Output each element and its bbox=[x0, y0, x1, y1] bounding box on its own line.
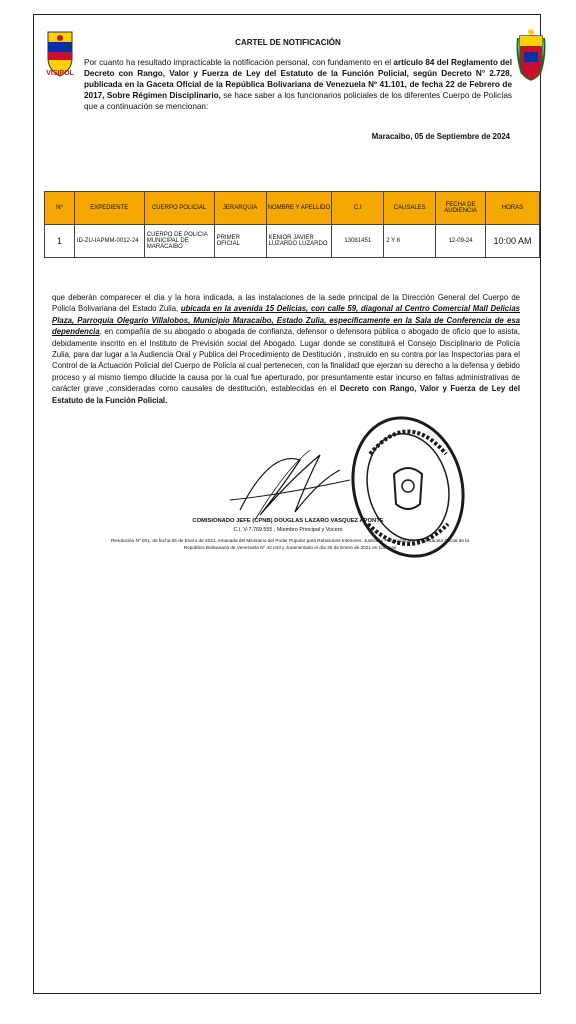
cell-expediente: ID-ZU-IAPMM-0012-24 bbox=[74, 225, 144, 258]
notice-date: Maracaibo, 05 de Septiembre de 2024 bbox=[371, 132, 510, 141]
signatory-id: C.I. V-7.769.555 , Miembro Principal y Vocero bbox=[233, 527, 343, 533]
page-title: CARTEL DE NOTIFICACIÓN bbox=[235, 38, 341, 47]
cell-cuerpo-policial: CUERPO DE POLICIA MUNICIPAL DE MARACAIBO bbox=[144, 225, 214, 258]
intro-paragraph: Por cuanto ha resultado impracticable la notificación personal, con fundamento en el artículo 84 del Reglamento del Decreto con Rango, Valor y Fuerza de Ley del Estatuto de la Función Policial, según Decreto N° 2.728, publicada en la Gaceta Oficial de la República Bolivariana de Venezuela Nº 41.101, de fecha 22 de Febrero de 2017, Sobre Régimen Disciplinario, se hace saber a los funcionarios policiales de los diferentes Cuerpo de Policías que a continuación se mencionan: bbox=[84, 58, 512, 111]
col-header: CUERPO POLICIAL bbox=[144, 192, 214, 225]
table-header-row bbox=[45, 192, 540, 225]
handwritten-signature bbox=[200, 440, 360, 530]
body-paragraph: que deberán comparecer el día y la hora indicada, a las instalaciones de la sede principal de la Dirección General del Cuerpo de Policía Bolivariana del Estado Zulia, ubicada en la avenida 15 Delicias, con calle 59, diagonal al Centro Comercial Mall Delicias Plaza, Parroquia Olegario Villalobos, Municipio Maracaibo, Estado Zulia, específicamente en la Sala de Conferencia de esa dependencia, en compañía de su abogado o abogada de confianza, defensor o defensora pública o abogado de oficio que lo asista, debidamente inscrito en el Instituto de Previsión social del Abogado. Lugar donde se constituirá el Consejo Disciplinario de Policía Zulia, para dar lugar a la Audiencia Oral y Publica del Procedimiento de Destitución , instruido en su contra por las Inspectorías para el Control de la Actuación Policial del Cuerpo de Policía al cual pertenecen, con la finalidad que ejerzan su derecho a la defensa y debido proceso y al mismo tiempo dilucide la causa por la cual fue aperturado, por presuntamente estar incurso en faltas administrativas de carácter grave ,consideradas como causales de destitución, establecidas en el Decreto con Rango, Valor y Fuerza de Ley del Estatuto de la Función Policial. bbox=[52, 293, 520, 405]
cell-jerarquia: PRIMER OFICIAL bbox=[214, 225, 266, 258]
cell-number: 1 bbox=[45, 225, 75, 258]
col-header: JERARQUIA bbox=[214, 192, 266, 225]
col-header: NOMBRE Y APELLIDO bbox=[266, 192, 332, 225]
resolution-note: Resolución Nº 001, de fecha 06 de Enero de 2021, emanada del Ministerio del Poder Popular para Relaciones Interiores, Justicia y Paz, publicada en la Gaceta Oficial de la República Bolivariana de Venezuela Nº 42.043 y Juramentado el día 20 de Enero de 2021 en Caracas bbox=[111, 538, 469, 550]
visipol-label: VISIPOL bbox=[46, 70, 74, 77]
cell-hora: 10:00 AM bbox=[486, 225, 540, 258]
cell-causales: 2 Y 8 bbox=[384, 225, 436, 258]
col-header: Nº bbox=[45, 192, 75, 225]
cell-nombre: KENIOR JAVIER LUZARDO LUZARDO bbox=[266, 225, 332, 258]
table-row bbox=[45, 225, 540, 258]
cell-ci: 13081451 bbox=[332, 225, 384, 258]
col-header: CAUSALES bbox=[384, 192, 436, 225]
zulia-coat-of-arms-icon bbox=[516, 26, 546, 82]
cell-fecha-audiencia: 12-09-24 bbox=[436, 225, 486, 258]
col-header: HORAS bbox=[486, 192, 540, 225]
col-header: EXPEDIENTE bbox=[74, 192, 144, 225]
signatory-name: COMISIONADO JEFE (CPNB) DOUGLAS LAZARO VASQUEZ APONTE bbox=[192, 518, 384, 524]
col-header: FECHA DE AUDIENCIA bbox=[436, 192, 486, 225]
notification-table bbox=[44, 191, 540, 258]
col-header: C.I bbox=[332, 192, 384, 225]
